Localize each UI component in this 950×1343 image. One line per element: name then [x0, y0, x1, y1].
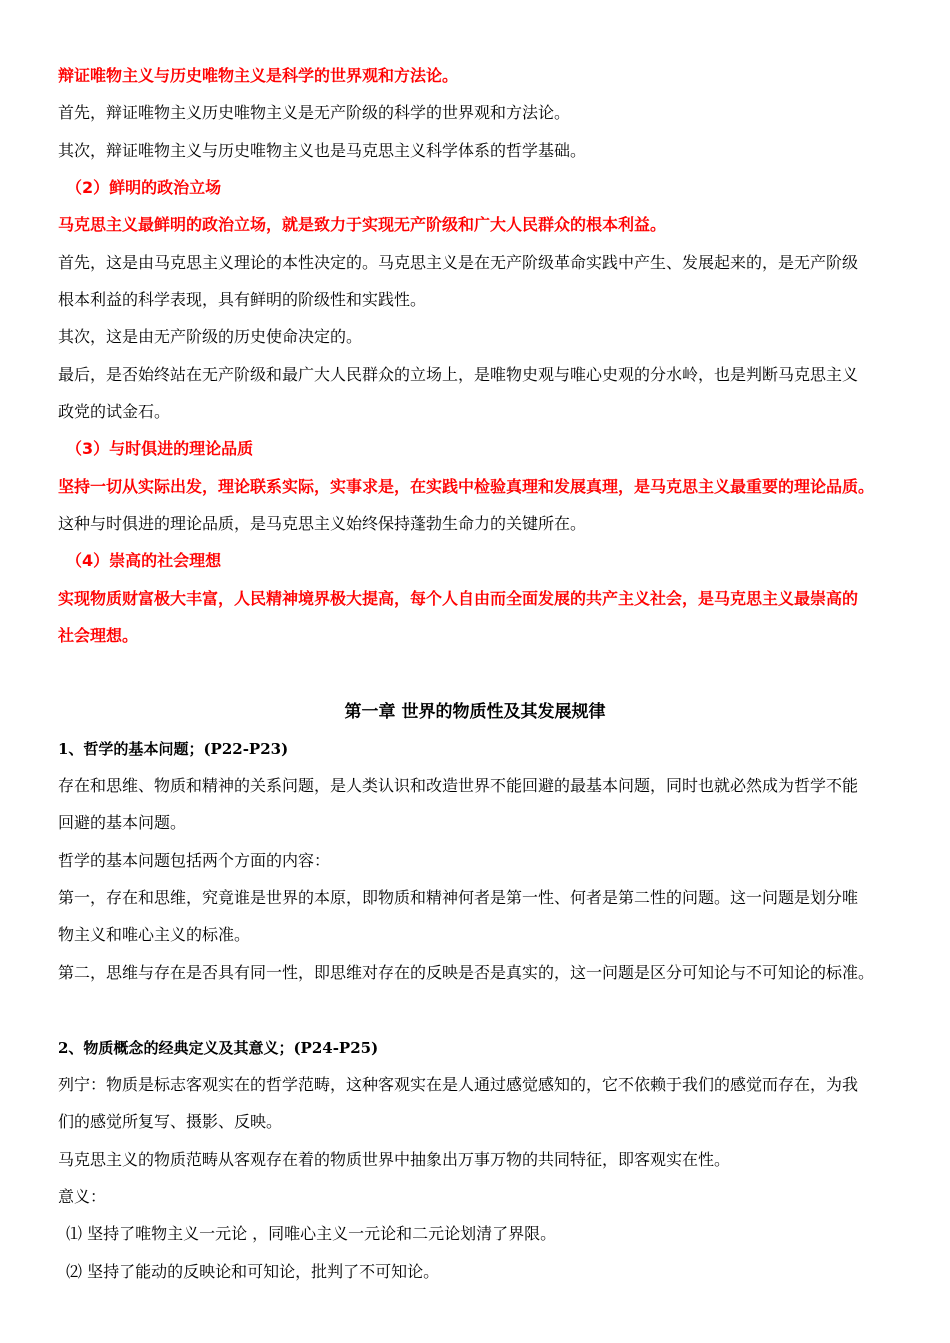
- paragraph-line: 首先，这是由马克思主义理论的本性决定的。马克思主义是在无产阶级革命实践中产生、发展起来的，是无产阶级: [58, 253, 859, 272]
- bold-statement: 辩证唯物主义与历史唯物主义是科学的世界观和方法论。: [58, 66, 459, 85]
- bold-statement: 实现物质财富极大丰富，人民精神境界极大提高，每个人自由而全面发展的共产主义社会，是马克思主义最崇高的: [58, 589, 859, 608]
- paragraph-line: 政党的试金石。: [58, 402, 171, 421]
- paragraph-line: 哲学的基本问题包括两个方面的内容：: [58, 851, 331, 870]
- question-heading: 1、哲学的基本问题；(P22-P23): [58, 740, 289, 758]
- question-heading: 2、物质概念的经典定义及其意义；(P24-P25): [58, 1039, 379, 1057]
- paragraph-line: 存在和思维、物质和精神的关系问题，是人类认识和改造世界不能回避的最基本问题，同时也就必然成为哲学不能: [58, 776, 859, 795]
- paragraph-line: 意义：: [58, 1187, 107, 1206]
- subsection-heading: （2）鲜明的政治立场: [66, 178, 222, 197]
- paragraph-line: 列宁：物质是标志客观实在的哲学范畴，这种客观实在是人通过感觉感知的，它不依赖于我们的感觉而存在，为我: [58, 1075, 859, 1094]
- paragraph-line: 物主义和唯心主义的标准。: [58, 925, 251, 944]
- bold-statement: 马克思主义最鲜明的政治立场，就是致力于实现无产阶级和广大人民群众的根本利益。: [58, 215, 667, 234]
- paragraph-line: 马克思主义的物质范畴从客观存在着的物质世界中抽象出万事万物的共同特征，即客观实在性。: [58, 1150, 731, 1169]
- list-item: ⑴ 坚持了唯物主义一元论 ，同唯心主义一元论和二元论划清了界限。: [66, 1224, 557, 1243]
- chapter-title: 第一章 世界的物质性及其发展规律: [344, 702, 606, 722]
- paragraph-line: 其次，辩证唯物主义与历史唯物主义也是马克思主义科学体系的哲学基础。: [58, 141, 587, 160]
- paragraph-line: 这种与时俱进的理论品质，是马克思主义始终保持蓬勃生命力的关键所在。: [58, 514, 587, 533]
- subsection-heading: （4）崇高的社会理想: [66, 551, 222, 570]
- bold-statement: 社会理想。: [58, 626, 139, 645]
- paragraph-line: 第一，存在和思维，究竟谁是世界的本原，即物质和精神何者是第一性、何者是第二性的问题。这一问题是划分唯: [58, 888, 859, 907]
- paragraph-line: 回避的基本问题。: [58, 813, 187, 832]
- paragraph-line: 根本利益的科学表现，具有鲜明的阶级性和实践性。: [58, 290, 427, 309]
- paragraph-line: 第二，思维与存在是否具有同一性，即思维对存在的反映是否是真实的，这一问题是区分可知论与不可知论的标准。: [58, 963, 875, 982]
- paragraph-line: 首先，辩证唯物主义历史唯物主义是无产阶级的科学的世界观和方法论。: [58, 103, 571, 122]
- bold-statement: 坚持一切从实际出发，理论联系实际，实事求是，在实践中检验真理和发展真理，是马克思主义最重要的理论品质。: [58, 477, 875, 496]
- list-item: ⑵ 坚持了能动的反映论和可知论，批判了不可知论。: [66, 1262, 440, 1281]
- subsection-heading: （3）与时俱进的理论品质: [66, 439, 254, 458]
- paragraph-line: 最后，是否始终站在无产阶级和最广大人民群众的立场上，是唯物史观与唯心史观的分水岭，也是判断马克思主义: [58, 365, 859, 384]
- paragraph-line: 其次，这是由无产阶级的历史使命决定的。: [58, 327, 363, 346]
- paragraph-line: 们的感觉所复写、摄影、反映。: [58, 1112, 283, 1131]
